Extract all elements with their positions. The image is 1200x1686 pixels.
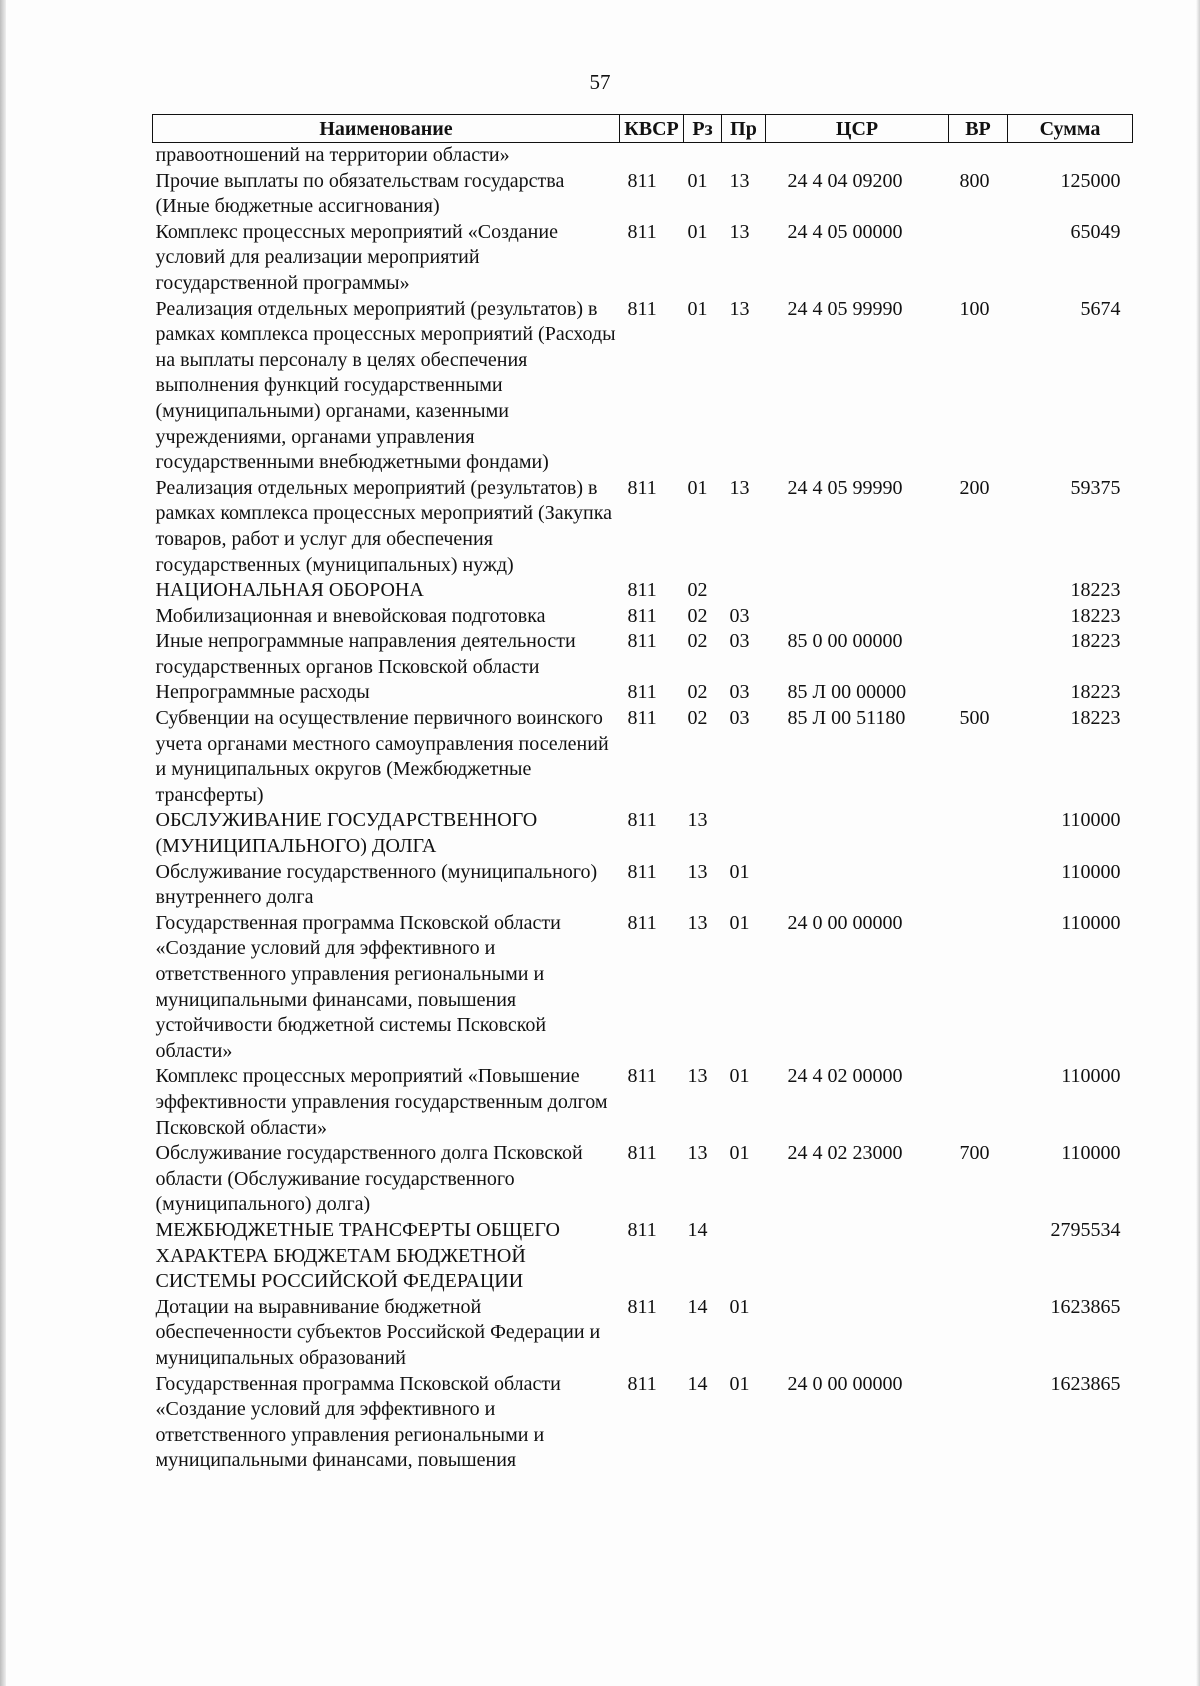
table-row [153,169,1133,220]
table-body [153,143,1133,1474]
row-vr-cell [949,1295,1008,1372]
table-row [153,1372,1133,1474]
row-vr-cell: 200 [959,476,990,499]
scan-edge-left [0,0,6,1686]
header-sum: Сумма [1008,115,1133,143]
row-csr-cell [766,578,949,604]
row-kvsr-cell: 811 [627,1065,657,1088]
row-name-cell: Дотации на выравнивание бюджетной обеспеченности субъектов Российской Федерации и муниципальных образований [155,1295,601,1369]
row-name-cell: правоотношений на территории области» [155,144,510,166]
row-rz-cell: 13 [687,860,708,883]
row-kvsr-cell: 811 [627,1372,657,1395]
row-sum-cell: 110000 [1061,911,1121,934]
table-header [153,115,1133,143]
row-csr-cell: 24 4 05 00000 [787,220,903,243]
row-csr-cell: 85 0 00 00000 [787,630,903,653]
budget-table [152,114,1133,1474]
row-csr-cell [766,1218,949,1295]
table-row [153,680,1133,706]
row-rz-cell: 14 [687,1218,708,1241]
row-rz-cell: 13 [687,809,708,832]
table-row [153,476,1133,578]
table-row [153,1141,1133,1218]
header-name: Наименование [153,115,620,143]
row-pr-cell: 13 [729,220,750,243]
row-kvsr-cell: 811 [627,911,657,934]
row-sum-cell: 18223 [1070,604,1121,627]
row-name-cell: Государственная программа Псковской области «Создание условий для эффективного и ответственного управления региональными и муниципальными финансами, повышения устойчивости бюджетной системы Псковской области» [155,911,561,1062]
row-sum-cell: 18223 [1070,579,1121,602]
row-rz-cell: 02 [687,630,708,653]
row-sum-cell [1008,143,1133,169]
row-rz-cell: 02 [687,604,708,627]
row-rz-cell [684,143,722,169]
row-vr-cell [949,578,1008,604]
row-pr-cell: 01 [729,860,750,883]
row-kvsr-cell: 811 [627,579,657,602]
row-pr-cell: 13 [729,297,750,320]
table-row [153,629,1133,680]
row-kvsr-cell: 811 [627,809,657,832]
row-rz-cell: 01 [687,169,708,192]
table-row [153,911,1133,1065]
row-csr-cell [766,143,949,169]
table-row [153,604,1133,630]
row-name-cell: Иные непрограммные направления деятельности государственных органов Псковской области [155,630,576,678]
row-name-cell: Реализация отдельных мероприятий (результатов) в рамках комплекса процессных мероприятий (Расходы на выплаты персоналу в целях обеспечения выполнения функций государственными (муниципальными) органами, казенными учреждениями, органами управления государственными внебюджетными фондами) [155,297,616,474]
row-csr-cell [766,604,949,630]
row-vr-cell [949,808,1008,859]
row-name-cell: Обслуживание государственного (муниципального) внутреннего долга [155,860,598,909]
row-csr-cell [766,808,949,859]
row-name-cell: Мобилизационная и вневойсковая подготовка [155,604,546,627]
row-kvsr-cell: 811 [627,681,657,704]
row-kvsr-cell [620,143,684,169]
row-pr-cell: 01 [729,1295,750,1318]
row-name-cell: Обслуживание государственного долга Псковской области (Обслуживание государственного (муниципального) долга) [155,1142,583,1216]
row-rz-cell: 02 [687,579,708,602]
row-sum-cell: 125000 [1060,169,1121,192]
row-pr-cell: 03 [729,707,750,730]
row-rz-cell: 01 [687,220,708,243]
row-kvsr-cell: 811 [627,476,657,499]
row-pr-cell: 01 [729,1372,750,1395]
row-kvsr-cell: 811 [627,169,657,192]
header-vr: ВР [949,115,1008,143]
row-kvsr-cell: 811 [627,707,657,730]
row-vr-cell [949,604,1008,630]
table-row [153,297,1133,476]
row-kvsr-cell: 811 [627,1218,657,1241]
row-sum-cell: 18223 [1070,707,1121,730]
row-name-cell: МЕЖБЮДЖЕТНЫЕ ТРАНСФЕРТЫ ОБЩЕГО ХАРАКТЕРА БЮДЖЕТАМ БЮДЖЕТНОЙ СИСТЕМЫ РОССИЙСКОЙ ФЕДЕРАЦИИ [155,1218,560,1293]
row-vr-cell [949,1372,1008,1474]
header-row [153,115,1133,143]
row-vr-cell [949,911,1008,1065]
row-sum-cell: 110000 [1061,860,1121,883]
row-rz-cell: 02 [687,707,708,730]
row-sum-cell: 110000 [1061,1065,1121,1088]
row-pr-cell: 03 [729,681,750,704]
row-pr-cell [722,1218,766,1295]
row-vr-cell [949,629,1008,680]
header-kvsr: КВСР [620,115,684,143]
row-pr-cell: 01 [729,911,750,934]
table-row [153,578,1133,604]
row-sum-cell: 59375 [1070,476,1121,499]
row-sum-cell: 110000 [1061,1142,1121,1165]
row-pr-cell: 01 [729,1065,750,1088]
row-vr-cell: 800 [959,169,990,192]
row-vr-cell [949,680,1008,706]
row-name-cell: Реализация отдельных мероприятий (результатов) в рамках комплекса процессных мероприятий (Закупка товаров, работ и услуг для обеспечения государственных (муниципальных) нужд) [155,476,613,576]
row-vr-cell [949,1218,1008,1295]
row-vr-cell: 700 [959,1142,990,1165]
row-name-cell: Субвенции на осуществление первичного воинского учета органами местного самоуправления поселений и муниципальных округов (Межбюджетные трансферты) [155,707,609,806]
row-vr-cell: 500 [959,707,990,730]
row-pr-cell: 01 [729,1142,750,1165]
row-csr-cell [766,1295,949,1372]
row-kvsr-cell: 811 [627,1295,657,1318]
row-vr-cell: 100 [959,297,990,320]
row-pr-cell [722,143,766,169]
row-pr-cell: 13 [729,169,750,192]
row-name-cell: НАЦИОНАЛЬНАЯ ОБОРОНА [155,579,424,602]
row-csr-cell: 24 4 05 99990 [787,476,903,499]
row-csr-cell: 24 4 02 00000 [787,1065,903,1088]
row-pr-cell: 03 [729,604,750,627]
row-sum-cell: 110000 [1061,809,1121,832]
row-sum-cell: 1623865 [1050,1295,1121,1318]
row-csr-cell: 24 0 00 00000 [787,911,903,934]
row-pr-cell [722,808,766,859]
row-csr-cell: 24 4 02 23000 [787,1142,903,1165]
row-sum-cell: 18223 [1070,630,1121,653]
row-rz-cell: 13 [687,911,708,934]
row-kvsr-cell: 811 [627,220,657,243]
row-kvsr-cell: 811 [627,297,657,320]
row-csr-cell: 85 Л 00 00000 [787,681,907,704]
row-rz-cell: 14 [687,1295,708,1318]
row-pr-cell: 03 [729,630,750,653]
row-kvsr-cell: 811 [627,630,657,653]
row-kvsr-cell: 811 [627,604,657,627]
table-row [153,1064,1133,1141]
row-rz-cell: 01 [687,297,708,320]
row-sum-cell: 5674 [1080,297,1121,320]
row-rz-cell: 01 [687,476,708,499]
row-sum-cell: 2795534 [1050,1218,1121,1241]
row-name-cell: Комплекс процессных мероприятий «Создание условий для реализации мероприятий государственной программы» [155,220,558,294]
table-row [153,220,1133,297]
row-name-cell: ОБСЛУЖИВАНИЕ ГОСУДАРСТВЕННОГО (МУНИЦИПАЛЬНОГО) ДОЛГА [155,809,538,858]
table-row [153,808,1133,859]
row-csr-cell: 24 4 05 99990 [787,297,903,320]
row-csr-cell [766,860,949,911]
page-number: 57 [589,70,611,94]
row-name-cell: Непрограммные расходы [155,681,370,704]
row-rz-cell: 02 [687,681,708,704]
row-rz-cell: 13 [687,1065,708,1088]
row-name-cell: Государственная программа Псковской области «Создание условий для эффективного и ответственного управления региональными и муниципальными финансами, повышения [155,1372,561,1472]
row-kvsr-cell: 811 [627,860,657,883]
header-rz: Рз [684,115,722,143]
row-vr-cell [949,220,1008,297]
table-row [153,860,1133,911]
row-vr-cell [949,860,1008,911]
header-csr: ЦСР [766,115,949,143]
row-csr-cell: 85 Л 00 51180 [787,707,906,730]
row-kvsr-cell: 811 [627,1142,657,1165]
row-sum-cell: 18223 [1070,681,1121,704]
table-row [153,143,1133,169]
row-vr-cell [949,143,1008,169]
row-rz-cell: 14 [687,1372,708,1395]
row-pr-cell [722,578,766,604]
row-vr-cell [949,1064,1008,1141]
row-pr-cell: 13 [729,476,750,499]
row-csr-cell: 24 0 00 00000 [787,1372,903,1395]
row-sum-cell: 1623865 [1050,1372,1121,1395]
row-csr-cell: 24 4 04 09200 [787,169,903,192]
table-row [153,1218,1133,1295]
row-name-cell: Прочие выплаты по обязательствам государства (Иные бюджетные ассигнования) [155,169,565,218]
scan-edge-right [1196,0,1200,1686]
row-rz-cell: 13 [687,1142,708,1165]
row-name-cell: Комплекс процессных мероприятий «Повышение эффективности управления государственным долгом Псковской области» [155,1065,608,1139]
table-row [153,1295,1133,1372]
row-sum-cell: 65049 [1070,220,1121,243]
header-pr: Пр [722,115,766,143]
table-row [153,706,1133,808]
